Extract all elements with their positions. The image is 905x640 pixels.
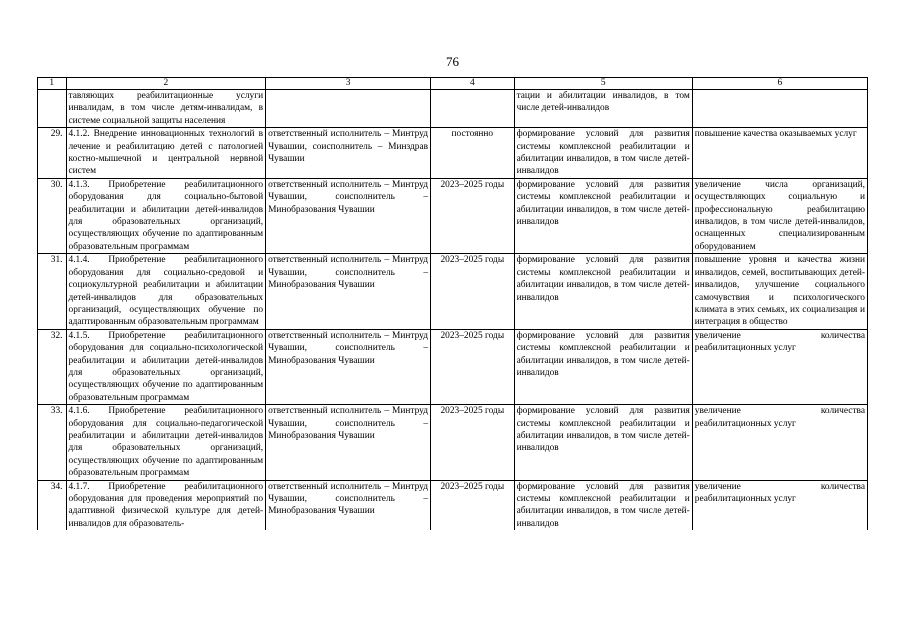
result-cell: формирование условий для развития системы комплексной реабилитации и абилитации инвалидов, в том числе детей-инвалидов	[514, 254, 692, 329]
column-header: 4	[431, 78, 515, 90]
period-cell	[431, 90, 515, 128]
measure-cell: 4.1.2. Внедрение инновационных технологий в лечение и реабилитацию детей с патологией костно-мышечной и центральной нервной систем	[66, 128, 266, 179]
table-row	[38, 405, 868, 480]
executor-cell	[266, 90, 431, 128]
result-cell: формирование условий для развития системы комплексной реабилитации и абилитации инвалидов, в том числе детей-инвалидов	[514, 405, 692, 480]
measure-cell: тавляющих реабилитационные услуги инвалидам, в том числе детям-инвалидам, в системе социальной защиты населения	[66, 90, 266, 128]
result-cell: формирование условий для развития системы комплексной реабилитации и абилитации инвалидов, в том числе детей-инвалидов	[514, 480, 692, 530]
result-cell: формирование условий для развития системы комплексной реабилитации и абилитации инвалидов, в том числе детей-инвалидов	[514, 128, 692, 179]
effect-cell: увеличение количества реабилитационных услуг	[692, 329, 867, 404]
result-cell: тации и абилитации инвалидов, в том числе детей-инвалидов	[514, 90, 692, 128]
effect-cell: увеличение числа организаций, осуществляющих социальную и профессиональную реабилитацию инвалидов, в том числе детей-инвалидов, оснащенных специализированным оборудованием	[692, 178, 867, 253]
result-cell: формирование условий для развития системы комплексной реабилитации и абилитации инвалидов, в том числе детей-инвалидов	[514, 178, 692, 253]
column-header: 5	[514, 78, 692, 90]
row-number: 34.	[38, 480, 67, 530]
row-number	[38, 90, 67, 128]
row-number: 31.	[38, 254, 67, 329]
table-row	[38, 90, 868, 128]
column-header: 1	[38, 78, 67, 90]
executor-cell: ответственный исполнитель – Минтруд Чувашии, соисполнитель – Минобразования Чувашии	[266, 405, 431, 480]
period-cell: постоянно	[431, 128, 515, 179]
effect-cell: увеличение количества реабилитационных услуг	[692, 405, 867, 480]
table-row	[38, 329, 868, 404]
table-row	[38, 480, 868, 530]
table-row	[38, 128, 868, 179]
measure-cell: 4.1.4. Приобретение реабилитационного оборудования для социально-средовой и социокультурной реабилитации и абилитации детей-инвалидов для образовательных организаций, осуществляющих обучение по адаптированным образовательным программам	[66, 254, 266, 329]
column-header: 2	[66, 78, 266, 90]
effect-cell: повышение качества оказываемых услуг	[692, 128, 867, 179]
row-number: 32.	[38, 329, 67, 404]
period-cell: 2023–2025 годы	[431, 178, 515, 253]
column-header: 6	[692, 78, 867, 90]
result-cell: формирование условий для развития системы комплексной реабилитации и абилитации инвалидов, в том числе детей-инвалидов	[514, 329, 692, 404]
row-number: 30.	[38, 178, 67, 253]
executor-cell: ответственный исполнитель – Минтруд Чувашии, соисполнитель – Минобразования Чувашии	[266, 178, 431, 253]
measures-table	[37, 77, 868, 530]
executor-cell: ответственный исполнитель – Минтруд Чувашии, соисполнитель – Минздрав Чувашии	[266, 128, 431, 179]
page-number: 76	[446, 54, 459, 69]
measure-cell: 4.1.3. Приобретение реабилитационного оборудования для социально-бытовой реабилитации и абилитации детей-инвалидов для образовательных организаций, осуществляющих обучение по адаптированным образовательным программам	[66, 178, 266, 253]
period-cell: 2023–2025 годы	[431, 329, 515, 404]
executor-cell: ответственный исполнитель – Минтруд Чувашии, соисполнитель – Минобразования Чувашии	[266, 329, 431, 404]
effect-cell: повышение уровня и качества жизни инвалидов, семей, воспитывающих детей-инвалидов, улучшение социального самочувствия и психологического климата в этих семьях, их социализация и интеграция в общество	[692, 254, 867, 329]
effect-cell: увеличение количества реабилитационных услуг	[692, 480, 867, 530]
measure-cell: 4.1.5. Приобретение реабилитационного оборудования для социально-психологической реабилитации и абилитации детей-инвалидов для образовательных организаций, осуществляющих обучение по адаптированным образовательным программам	[66, 329, 266, 404]
row-number: 29.	[38, 128, 67, 179]
table-row	[38, 254, 868, 329]
measure-cell: 4.1.6. Приобретение реабилитационного оборудования для социально-педагогической реабилитации и абилитации детей-инвалидов для образовательных организаций, осуществляющих обучение по адаптированным образовательным программам	[66, 405, 266, 480]
column-numbers-row	[38, 78, 868, 90]
column-header: 3	[266, 78, 431, 90]
effect-cell	[692, 90, 867, 128]
table-row	[38, 178, 868, 253]
executor-cell: ответственный исполнитель – Минтруд Чувашии, соисполнитель – Минобразования Чувашии	[266, 480, 431, 530]
executor-cell: ответственный исполнитель – Минтруд Чувашии, соисполнитель – Минобразования Чувашии	[266, 254, 431, 329]
row-number: 33.	[38, 405, 67, 480]
period-cell: 2023–2025 годы	[431, 480, 515, 530]
period-cell: 2023–2025 годы	[431, 254, 515, 329]
period-cell: 2023–2025 годы	[431, 405, 515, 480]
measure-cell: 4.1.7. Приобретение реабилитационного оборудования для проведения мероприятий по адаптивной физической культуре для детей-инвалидов для образователь-	[66, 480, 266, 530]
